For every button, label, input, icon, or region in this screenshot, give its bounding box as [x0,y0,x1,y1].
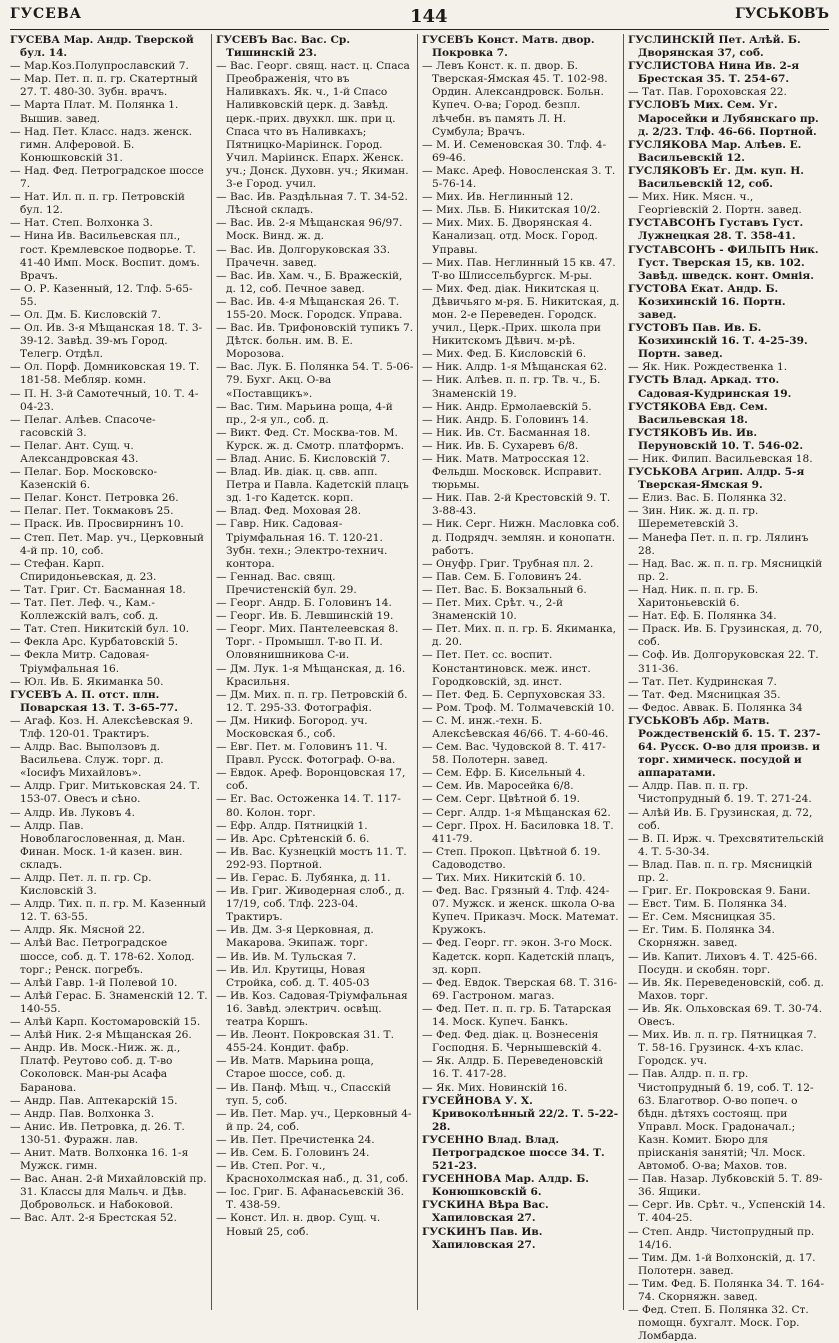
directory-entry: — Ив. Пет. Мар. уч., Церковный 4-й пр. 24, соб. [216,1107,412,1133]
directory-entry: — О. Р. Казенный, 12. Тлф. 5-65-55. [10,282,193,308]
surname-heading-entry: ГУСТАВСОНЪ Густавъ Густ. Лужнецкая 28. Т. 358-41. [628,217,804,243]
directory-entry: — Над. Ник. п. п. гр. Б. Харитоньевскій 6. [628,583,759,610]
directory-entry: — Мар.Коз.Полупрославский 7. [10,60,189,73]
directory-entry: — Пелаг. Конст. Петровка 26. [10,492,179,505]
surname-heading-entry: ГУСКИНЪ Пав. Ив. Хапиловская 27. [422,1225,543,1251]
directory-entry: — Над. Пет. Класс. надз. женск. гимн. Алферовой. Б. Конюшковскій 31. [10,125,193,164]
directory-entry: — Пет. Мих. п. п. гр. Б. Якиманка, д. 20. [422,623,617,649]
directory-entry: — Ник. Андр. Ермолаевскій 5. [422,400,592,413]
directory-entry: — Макс. Ареф. Новосленская 3. Т. 5-76-14. [422,164,616,191]
directory-entry: — Левъ Конст. к. п. двор. Б. Тверская-Ямская 45. Т. 102-98. Ордин. Александровск. Больн. Купеч. О-ва; Город. безпл. лѣчебн. въ память Л. Н. Сумбула; Врачъ. [422,60,608,138]
directory-entry: — Манефа Пет. п. п. гр. Лялинъ 28. [628,531,809,557]
directory-entry: — Мих. Пав. Неглинный 15 кв. 47. Т-во Шлиссельбургск. М-ры. [422,256,616,282]
directory-entry: — Пет. Пет. сс. воспит. Константиновск. меж. инст. Городковскій, зд. инст. [422,649,591,688]
directory-entry: — Як. Мих. Новинскій 16. [422,1081,568,1094]
directory-entry: — Серг. Алдр. 1-я Мѣщанская 62. [422,806,611,819]
directory-entry: — Тат. Фед. Мясницкая 35. [628,688,781,701]
header-rule [10,29,829,30]
directory-entry: — Влад. Анис. Б. Кисловскій 7. [216,453,391,465]
directory-entry: — Алдр. Вас. Выползовъ д. Васильева. Служ. торг. д. «Іосифъ Михайловъ». [10,741,164,780]
surname-heading-entry: ГУСЕВА Мар. Андр. Тверской бул. 14. [10,34,194,60]
directory-entry: — Ив. Панф. Мѣщ. ч., Спасскій туп. 5, соб. [216,1081,391,1107]
directory-entry: — Влад. Пав. п. п. гр. Мясницкій пр. 2. [628,858,813,884]
directory-entry: — Тих. Мих. Никитскій б. 10. [422,872,586,884]
directory-entry: — Ив. Як. Переведеновскій, соб. д. Махов. торг. [628,976,824,1002]
columns-container [10,34,829,1343]
directory-entry: — Ник. Филип. Васильевская 18. [628,453,813,465]
column-3 [422,34,624,1310]
directory-entry: — Ег. Тим. Б. Полянка 34. Скорняжн. завед. [628,924,775,950]
directory-entry: — Алдр. Тих. п. п. гр. М. Казенный 12. Т. 63-55. [10,898,207,924]
header-right-keyword: ГУСЬКОВЪ [735,6,829,22]
directory-entry: — Пав. Сем. Б. Головинъ 24. [422,570,582,583]
directory-entry: — Ив. Ив. М. Тульская 7. [216,950,357,963]
directory-entry: — Ник. Алѣев. п. п. гр. Тв. ч., Б. Знаменскій 19. [422,374,601,400]
directory-entry: — Ег. Сем. Мясницкая 35. [628,911,776,924]
directory-entry: — Вас. Алт. 2-я Брестская 52. [10,1212,177,1225]
directory-entry: — Ив. Леонт. Покровская 31. Т. 455-24. Кондит. фабр. [216,1029,394,1055]
directory-entry: — Тат. Степ. Никитскій бул. 10. [10,623,190,636]
directory-entry: — Вас. Георг. свящ. наст. ц. Спаса Преображенія, что въ Наливкахъ. Як. ч., 1-й Спасо Наливковскій церк. д. Завѣд. церк.-прих. двухкл. шк. при ц. Спаса что въ Наливкахъ; Пятницко-Маріинск. Город. Учил. Маріинск. Епарх. Женск. уч.; Донск. Духовн. уч.; Якиман. 3-е Город. учил. [216,60,410,191]
directory-entry: — Юл. Ив. Б. Якиманка 50. [10,675,164,688]
directory-entry: — Ив. Коз. Садовая-Тріумфальная 16. Завѣд. электрич. освѣщ. театра Коршъ. [216,989,408,1029]
directory-entry: — Федос. Аввак. Б. Полянка 34 [628,701,803,714]
directory-entry: — Евг. Пет. м. Головинъ 11. Ч. Правл. Русск. Фотограф. О-ва. [216,741,396,767]
directory-entry: — Тим. Дм. 1-й Волхонскій, д. 17. Полотерн. завед. [628,1251,816,1277]
directory-entry: — Сем. Серг. Цвѣтной б. 19. [422,793,581,806]
directory-entry: — Вас. Ив. 4-я Мѣщанская 26. Т. 155-20. Моск. Городск. Управа. [216,295,403,321]
column-1 [10,34,212,1310]
directory-entry: — Ник. Андр. Б. Головинъ 14. [422,413,589,426]
directory-entry: — Фекла Арс. Курбатовскій 5. [10,636,179,649]
directory-entry: — Викт. Фед. Ст. Москва-тов. М. Курск. ж. д. Смотр. платформъ. [216,426,405,452]
surname-heading-entry: ГУСТОВЪ Пав. Ив. Б. Козихинскій 16. Т. 4-25-39. Портн. завед. [628,322,808,361]
directory-entry: — Алѣй Карп. Костомаровскій 15. [10,1016,201,1029]
directory-entry: — Ник. Алдр. 1-я Мѣщанская 62. [422,361,608,374]
directory-entry: — Тат. Пет. Леф. ч., Кам.-Коллежскій валъ, соб. д. [10,597,159,623]
directory-entry: — Степ. Пет. Мар. уч., Церковный 4-й пр. 10, соб. [10,531,204,557]
directory-entry: — Онуфр. Григ. Трубная пл. 2. [422,557,594,570]
directory-entry: — Пелаг. Бор. Московско-Казенскій 6. [10,466,158,492]
directory-entry: — П. Н. 3-й Самотечный, 10. Т. 4-04-23. [10,387,199,413]
directory-entry: — Ив. Матв. Марьина роща, Старое шоссе, соб. д. [216,1055,374,1081]
directory-entry: — Ефр. Алдр. Пятницкій 1. [216,819,368,832]
directory-entry: — Праск. Ив. Б. Грузинская, д. 70, соб. [628,623,823,649]
column-2 [216,34,418,1310]
directory-entry: — Ив. Дм. 3-я Церковная, д. Макарова. Экипаж. торг. [216,924,374,950]
directory-entry: — Фед. Фед. діак. ц. Вознесенія Господня. Б. Чернышевскій 4. [422,1029,602,1055]
directory-entry: — Мар. Пет. п. п. гр. Скатертный 27. Т. 480-30. Зубн. врачъ. [10,73,198,99]
directory-entry: — Мих. Льв. Б. Никитская 10/2. [422,204,601,217]
directory-entry: — Фед. Георг. гг. экон. 3-го Моск. Кадетск. корп. Кадетскій плацъ, зд. корп. [422,937,615,976]
directory-entry: — Георг. Мих. Пантелеевская 8. Торг. - Промышл. Т-во П. И. Оловянишникова С-и. [216,623,399,662]
directory-entry: — Конст. Ил. н. двор. Сущ. ч. Новый 25, соб. [216,1212,381,1238]
directory-entry: — Фед. Пет. п. п. гр. Б. Татарская 14. Моск. Купеч. Банкъ. [422,1002,612,1029]
directory-entry: — Ив. Пет. Пречистенка 24. [216,1133,375,1146]
directory-entry: — Ник. Серг. Нижн. Масловка соб. д. Подрядч. землян. и конопатн. работъ. [422,518,620,557]
directory-entry: — Як. Алдр. Б. Переведеновскій 16. Т. 417-28. [422,1055,604,1081]
directory-entry: — Серг. Прох. Н. Басиловка 18. Т. 411-79. [422,819,614,845]
directory-entry: — В. П. Ирж. ч. Трехсвятительскій 4. Т. 5-30-34. [628,832,824,858]
directory-entry: — Пав. Алдр. п. п. гр. Чистопрудный б. 19, соб. Т. 12-63. Благотвор. О-во попеч. о бѣдн. дѣтяхъ состоящ. при Управл. Моск. Градоначал.; Казн. Комит. Бюро для пріисканія занятій; Чл. Моск. Автомоб. О-ва; Махов. тов. [628,1068,814,1173]
surname-heading-entry: ГУСЛЯКОВЪ Ег. Дм. куп. Н. Васильевскій 12, соб. [628,164,804,191]
directory-entry: — Елиз. Вас. Б. Полянка 32. [628,492,787,505]
surname-heading-entry: ГУСТАВСОНЪ - ФИЛЬПЪ Ник. Густ. Тверская 15, кв. 102. Завѣд. шведск. конт. Омнія. [628,243,819,282]
directory-entry: — Влад. Фед. Моховая 28. [216,505,362,518]
directory-entry: — Степ. Прокоп. Цвѣтной б. 19. Садоводство. [422,845,601,871]
directory-entry: — Андр. Пав. Волхонка 3. [10,1107,155,1120]
directory-entry: — Вас. Ив. Хам. ч., Б. Вражескій, д. 12, соб. Печное завед. [216,269,403,295]
directory-entry: — Дм. Лук. 1-я Мѣщанская, д. 16. Красильня. [216,662,406,688]
surname-heading-entry: ГУСЬКОВЪ Абр. Матв. Рождественскій б. 15. Т. 237-64. Русск. О-во для произв. и торг. химическ. посудой и аппаратами. [628,714,821,780]
directory-entry: — Пелаг. Алѣев. Спасоче-гасовскій 3. [10,413,156,439]
directory-entry: — Сем. Ефр. Б. Кисельный 4. [422,767,586,780]
directory-entry: — Пелаг. Ант. Сущ. ч. Александровская 43. [10,439,139,465]
directory-entry: — Фед. Степ. Б. Полянка 32. Ст. помощн. бухгалт. Моск. Гор. Ломбарда. [628,1304,809,1343]
directory-entry: — Ник. Ив. Ст. Басманная 18. [422,426,591,439]
directory-entry: — Алѣй Ив. Б. Грузинская, д. 72, соб. [628,806,813,832]
directory-entry: — Сем. Ив. Маросейка 6/8. [422,780,574,793]
surname-heading-entry: ГУСТОВА Екат. Андр. Б. Козихинскій 16. Портн. завед. [628,282,786,321]
surname-heading-entry: ГУСТЯКОВЪ Ив. Ив. Перуновскій 10. Т. 546-02. [628,426,804,452]
directory-entry: — Ол. Дм. Б. Кисловскій 7. [10,308,161,321]
directory-entry: — Алдр. Пет. л. п. гр. Ср. Кисловскій 3. [10,872,152,898]
directory-entry: — Ив. Сем. Б. Головинъ 24. [216,1146,370,1159]
directory-entry: — Іос. Григ. Б. Афанасьевскій 36. Т. 438-59. [216,1186,405,1212]
directory-entry: — Алѣй Ник. 2-я Мѣщанская 26. [10,1029,192,1042]
directory-entry: — Мих. Ник. Мясн. ч., Георгіевскій 2. Портн. завед. [628,191,802,217]
directory-entry: — Пет. Фед. Б. Серпуховская 33. [422,688,606,701]
surname-heading-entry: ГУСЛИНСКІЙ Пет. Алѣй. Б. Дворянская 37, соб. [628,34,801,60]
directory-entry: — Як. Ник. Рождественка 1. [628,361,788,374]
directory-entry: — Ив. Арс. Срѣтенскій б. 6. [216,832,370,845]
directory-entry: — Нина Ив. Васильевская пл., гост. Кремлевское подворье. Т. 41-40 Имп. Моск. Воспит. домъ. Врачъ. [10,230,200,282]
directory-entry: — Пелаг. Пет. Токмаковъ 25. [10,505,174,518]
directory-entry: — Вас. Тим. Марьина роща, 4-й пр., 2-я ул., соб. д. [216,400,393,426]
directory-entry: — Андр. Ив. Моск.-Ниж. ж. д., Платф. Реутово соб. д. Т-во Соколовск. Ман-ры Асафа Баранова. [10,1042,181,1094]
directory-entry: — Ив. Степ. Рог. ч., Краснохолмская наб., д. 31, соб. [216,1160,409,1186]
directory-entry: — Анис. Ив. Петровка, д. 26. Т. 130-51. Фуражн. лав. [10,1120,185,1146]
directory-entry: — Пет. Вас. Б. Вокзальный 6. [422,583,587,596]
directory-entry: — Фед. Евдок. Тверская 68. Т. 316-69. Гастроном. магаз. [422,976,618,1002]
header-left-keyword: ГУСЕВА [10,6,83,22]
surname-heading-entry: ГУСЕВЪ Конст. Матв. двор. Покровка 7. [422,34,595,60]
directory-entry: — Гавр. Ник. Садовая-Тріумфальная 16. Т. 120-21. Зубн. техн.; Электро-технич. контора. [216,518,388,570]
directory-entry: — Тат. Григ. Ст. Басманная 18. [10,583,186,596]
column-4 [628,34,829,1343]
directory-entry: — Агаф. Коз. Н. Алексѣевская 9. Тлф. 120-01. Трактиръ. [10,714,194,740]
directory-entry: — Ром. Троф. М. Толмачевскій 10. [422,701,615,714]
directory-entry: — Ол. Ив. 3-я Мѣщанская 18. Т. 3-39-12. Завѣд. 39-мъ Город. Телегр. Отдѣл. [10,322,203,361]
directory-entry: — Марта Плат. М. Полянка 1. Вышив. завед. [10,99,179,125]
directory-entry: — Тат. Пет. Кудринская 7. [628,675,777,688]
directory-entry: — Вас. Ив. 2-я Мѣщанская 96/97. Моск. Винд. ж. д. [216,217,403,243]
directory-entry: — Вас. Ив. Трифоновскій тупикъ 7. Дѣтск. больн. им. В. Е. Морозова. [216,322,414,361]
surname-heading-entry: ГУСЕВЪ А. П. отст. плн. Поварская 13. Т. 3-65-77. [10,688,178,714]
surname-heading-entry: ГУСТЬ Влад. Аркад. тто. Садовая-Кудринская 19. [628,374,792,400]
directory-entry: — С. М. инж.-техн. Б. Алексѣевская 46/66. Т. 4-60-46. [422,714,609,740]
directory-entry: — Ив. Григ. Живодерная слоб., д. 17/19, соб. Тлф. 223-04. Трактиръ. [216,885,405,924]
directory-entry: — Серг. Ив. Срѣт. ч., Успенскій 14. Т. 404-25. [628,1199,826,1225]
directory-entry: — Фед. Вас. Грязный 4. Тлф. 424-07. Мужск. и женск. школа О-ва Купеч. Приказч. Моск. Математ. Кружокъ. [422,885,619,937]
directory-entry: — Ник. Пав. 2-й Крестовскій 9. Т. 3-88-43. [422,492,611,518]
directory-entry: — Нат. Ил. п. п. гр. Петровскій бул. 12. [10,191,185,217]
directory-entry: — Вас. Лук. Б. Полянка 54. Т. 5-06-79. Бухг. Акц. О-ва «Поставщикъ». [216,361,414,400]
directory-entry: — Андр. Пав. Аптекарскій 15. [10,1094,178,1107]
directory-entry: — Тим. Фед. Б. Полянка 34. Т. 164-74. Скорняжн. завед. [628,1277,825,1303]
page-number: 144 [410,6,448,27]
directory-entry: — Над. Вас. ж. п. п. гр. Мясницкій пр. 2. [628,557,823,583]
directory-entry: — Ив. Як. Ольховская 69. Т. 30-74. Овесъ. [628,1002,823,1029]
directory-entry: — Ник. Матв. Матросская 12. Фельдш. Московск. Исправит. тюрьмы. [422,453,602,492]
surname-heading-entry: ГУСЕЙНОВА У. Х. Кривоколѣнный 22/2. Т. 5-22-28. [422,1094,619,1133]
directory-entry: — Евст. Тим. Б. Полянка 34. [628,898,788,911]
directory-entry: — Мих. Мих. Б. Дворянская 4. Канализац. отд. Моск. Город. Управы. [422,217,598,256]
directory-entry: — Григ. Ег. Покровская 9. Бани. [628,885,811,898]
surname-heading-entry: ГУСЛИСТОВА Нина Ив. 2-я Брестская 35. Т. 254-67. [628,60,800,86]
directory-entry: — Вас. Анан. 2-й Михайловскій пр. 31. Классы для Мальч. и Дѣв. Добровольск. и Набоковой. [10,1173,207,1212]
directory-entry: — Ив. Капит. Лиховъ 4. Т. 425-66. Посудн. и скобян. торг. [628,950,818,976]
directory-entry: — Вас. Ив. Долгоруковская 33. Прачечн. завед. [216,243,391,269]
directory-entry: — Ол. Порф. Домниковская 19. Т. 181-58. Мебляр. комн. [10,361,200,387]
directory-entry: — Ег. Вас. Остоженка 14. Т. 117-80. Колон. торг. [216,793,401,819]
surname-heading-entry: ГУСЕННОВА Мар. Алдр. Б. Конюшковскій 6. [422,1173,589,1199]
directory-entry: — Мих. Фед. діак. Никитская ц. Дѣвичьяго м-ря. Б. Никитская, д. мон. 2-е Переведен. Городск. учил., Церк.-Прих. школа при Никитскомъ Дѣвич. м-рѣ. [422,282,620,348]
directory-entry: — Праск. Ив. Просвирнинъ 10. [10,518,184,531]
surname-heading-entry: ГУСКИНА Вѣра Вас. Хапиловская 27. [422,1199,549,1225]
surname-heading-entry: ГУСЕВЪ Вас. Вас. Ср. Тишинскій 23. [216,34,351,60]
directory-entry: — Мих. Ив. Неглинный 12. [422,191,574,204]
directory-entry: — Дм. Мих. п. п. гр. Петровскій б. 12. Т. 295-33. Фотографія. [216,688,408,714]
directory-entry: — Алдр. Ив. Луковъ 4. [10,806,135,819]
directory-entry: — Алѣй Герас. Б. Знаменскій 12. Т. 140-55. [10,989,208,1015]
directory-entry: — Геннад. Вас. свящ. Пречистенскій бул. 29. [216,570,357,596]
directory-entry: — Пав. Назар. Лубковскій 5. Т. 89-36. Ящики. [628,1173,823,1199]
directory-entry: — Над. Фед. Петроградское шоссе 7. [10,164,204,191]
directory-entry: — Влад. Ив. діак. ц. свв. апп. Петра и Павла. Кадетскій плацъ зд. 1-го Кадетск. корп. [216,466,409,505]
directory-entry: — Анит. Матв. Волхонка 16. 1-я Мужск. гимн. [10,1146,189,1173]
directory-entry: — Алдр. Пав. п. п. гр. Чистопрудный б. 19. Т. 271-24. [628,780,812,806]
directory-entry: — Мих. Ив. л. п. гр. Пятницкая 7. Т. 58-16. Грузинск. 4-хъ клас. Городск. уч. [628,1029,817,1068]
directory-entry: — Алѣй Вас. Петроградское шоссе, соб. д. Т. 178-62. Холод. торг.; Ренск. погребъ. [10,937,195,976]
directory-entry: — Ив. Герас. Б. Лубянка, д. 11. [216,872,391,884]
directory-entry: — Нат. Еф. Б. Полянка 34. [628,610,777,623]
directory-entry: — Алдр. Пав. Новоблагословенная, д. Ман. Финан. Моск. 1-й казен. вин. складъ. [10,819,186,871]
directory-entry: — Вас. Ив. Раздѣльная 7. Т. 34-52. Лѣсной складъ. [216,191,408,217]
directory-entry: — Ник. Ив. Б. Сухаревъ 6/8. [422,439,579,452]
surname-heading-entry: ГУСЬКОВА Агрип. Алдр. 5-я Тверская-Ямская 9. [628,466,805,492]
surname-heading-entry: ГУСТЯКОВА Евд. Сем. Васильевская 18. [628,400,768,426]
directory-entry: — Георг. Андр. Б. Головинъ 14. [216,597,392,610]
surname-heading-entry: ГУСЛОВЪ Мих. Сем. Уг. Маросейки и Лубянскаго пр. д. 2/23. Тлф. 46-66. Портной. [628,99,819,138]
directory-entry: — Стефан. Карп. Спиридоньевская, д. 23. [10,557,157,583]
directory-entry: — Алдр. Як. Мясной 22. [10,924,145,937]
directory-entry: — Зин. Ник. ж. д. п. гр. Шереметевскій 3. [628,505,759,531]
directory-entry: — Евдок. Ареф. Воронцовская 17, соб. [216,767,406,793]
directory-entry: — Мих. Фед. Б. Кисловскій 6. [422,348,587,361]
directory-entry: — Пет. Мих. Срѣт. ч., 2-й Знаменскій 10. [422,597,564,623]
directory-entry: — Дм. Никиф. Богород. уч. Московская б., соб. [216,714,368,740]
directory-entry: — Ив. Ил. Крутицы, Новая Стройка, соб. д. Т. 405-03 [216,963,370,989]
directory-entry: — Фекла Митр. Садовая-Тріумфальная 16. [10,649,150,675]
directory-entry: — Степ. Андр. Чистопрудный пр. 14/16. [628,1225,815,1251]
directory-entry: — Соф. Ив. Долгоруковская 22. Т. 311-36. [628,649,819,675]
directory-entry: — Алдр. Григ. Митьковская 24. Т. 153-07. Овесъ и сѣно. [10,780,200,806]
directory-entry: — Нат. Степ. Волхонка 3. [10,217,153,230]
surname-heading-entry: ГУСЛЯКОВА Мар. Алѣев. Е. Васильевскій 12. [628,138,802,164]
directory-entry: — Сем. Вас. Чудовской 8. Т. 417-58. Полотерн. завед. [422,741,606,767]
directory-entry: — Алѣй Гавр. 1-й Полевой 10. [10,976,178,989]
directory-entry: — Ив. Вас. Кузнецкій мостъ 11. Т. 292-93. Портной. [216,845,407,871]
surname-heading-entry: ГУСЕННО Влад. Влад. Петроградское шоссе 34. Т. 521-23. [422,1133,605,1173]
directory-entry: — Тат. Пав. Гороховская 22. [628,86,787,99]
page-header [10,6,829,28]
directory-entry: — Георг. Ив. Б. Левшинскій 19. [216,610,394,623]
directory-entry: — М. И. Семеновская 30. Тлф. 4-69-46. [422,138,607,164]
